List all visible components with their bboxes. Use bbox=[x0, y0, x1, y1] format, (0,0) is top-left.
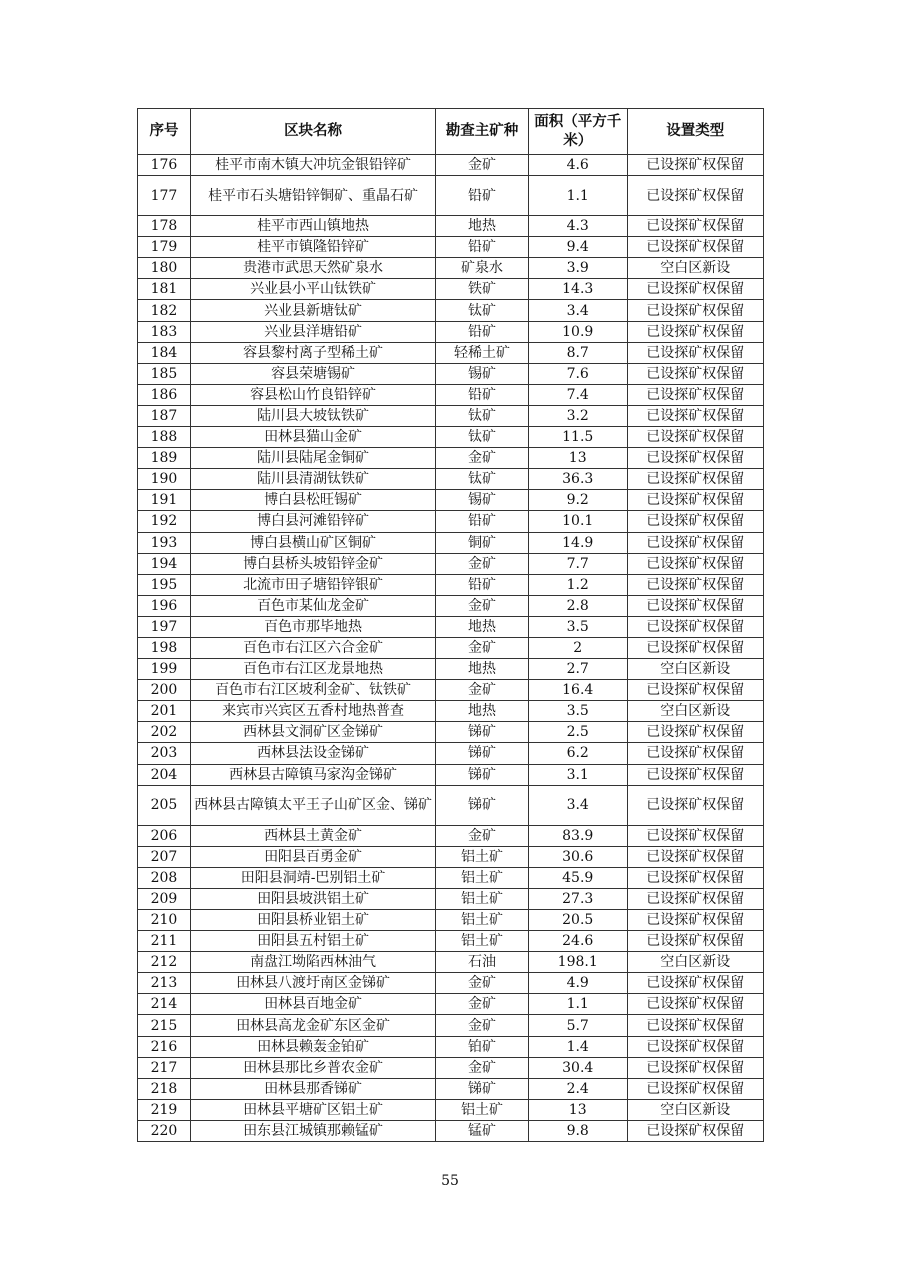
cell-no: 203 bbox=[138, 743, 191, 764]
cell-area: 3.1 bbox=[528, 764, 627, 785]
cell-type: 已设探矿权保留 bbox=[627, 1078, 763, 1099]
cell-mineral: 铝土矿 bbox=[436, 846, 529, 867]
cell-no: 219 bbox=[138, 1099, 191, 1120]
cell-name: 田林县猫山金矿 bbox=[190, 427, 435, 448]
cell-type: 已设探矿权保留 bbox=[627, 155, 763, 176]
cell-name: 博白县河滩铅锌矿 bbox=[190, 511, 435, 532]
cell-type: 已设探矿权保留 bbox=[627, 743, 763, 764]
cell-mineral: 锡矿 bbox=[436, 363, 529, 384]
table-row bbox=[138, 994, 764, 1015]
cell-mineral: 钛矿 bbox=[436, 300, 529, 321]
cell-type: 已设探矿权保留 bbox=[627, 1036, 763, 1057]
cell-name: 田林县八渡圩南区金锑矿 bbox=[190, 973, 435, 994]
cell-type: 已设探矿权保留 bbox=[627, 405, 763, 426]
cell-name: 博白县桥头坡铅锌金矿 bbox=[190, 553, 435, 574]
cell-type: 已设探矿权保留 bbox=[627, 680, 763, 701]
cell-mineral: 金矿 bbox=[436, 973, 529, 994]
cell-area: 3.2 bbox=[528, 405, 627, 426]
header-no: 序号 bbox=[138, 109, 191, 155]
header-area: 面积（平方千米） bbox=[528, 109, 627, 155]
cell-name: 田林县高龙金矿东区金矿 bbox=[190, 1015, 435, 1036]
mining-block-table bbox=[137, 108, 764, 1142]
cell-mineral: 锑矿 bbox=[436, 1078, 529, 1099]
cell-mineral: 地热 bbox=[436, 616, 529, 637]
cell-no: 209 bbox=[138, 888, 191, 909]
cell-mineral: 金矿 bbox=[436, 155, 529, 176]
cell-area: 10.9 bbox=[528, 321, 627, 342]
cell-no: 177 bbox=[138, 176, 191, 216]
cell-type: 空白区新设 bbox=[627, 659, 763, 680]
cell-mineral: 地热 bbox=[436, 659, 529, 680]
cell-type: 空白区新设 bbox=[627, 952, 763, 973]
cell-type: 空白区新设 bbox=[627, 258, 763, 279]
cell-type: 已设探矿权保留 bbox=[627, 764, 763, 785]
cell-no: 217 bbox=[138, 1057, 191, 1078]
cell-name: 陆川县陆尾金铜矿 bbox=[190, 448, 435, 469]
cell-type: 已设探矿权保留 bbox=[627, 1057, 763, 1078]
cell-no: 216 bbox=[138, 1036, 191, 1057]
cell-type: 已设探矿权保留 bbox=[627, 637, 763, 658]
cell-type: 已设探矿权保留 bbox=[627, 300, 763, 321]
cell-type: 已设探矿权保留 bbox=[627, 469, 763, 490]
cell-name: 桂平市石头塘铅锌铜矿、重晶石矿 bbox=[190, 176, 435, 216]
cell-area: 2.7 bbox=[528, 659, 627, 680]
cell-mineral: 铅矿 bbox=[436, 511, 529, 532]
cell-area: 3.9 bbox=[528, 258, 627, 279]
cell-type: 已设探矿权保留 bbox=[627, 176, 763, 216]
table-header-row bbox=[138, 109, 764, 155]
cell-mineral: 矿泉水 bbox=[436, 258, 529, 279]
cell-no: 212 bbox=[138, 952, 191, 973]
cell-type: 已设探矿权保留 bbox=[627, 342, 763, 363]
cell-name: 兴业县洋塘铅矿 bbox=[190, 321, 435, 342]
table-row bbox=[138, 405, 764, 426]
table-row bbox=[138, 637, 764, 658]
cell-no: 196 bbox=[138, 595, 191, 616]
cell-no: 182 bbox=[138, 300, 191, 321]
cell-area: 1.2 bbox=[528, 574, 627, 595]
cell-mineral: 金矿 bbox=[436, 553, 529, 574]
cell-type: 已设探矿权保留 bbox=[627, 321, 763, 342]
table-row bbox=[138, 574, 764, 595]
cell-no: 211 bbox=[138, 931, 191, 952]
cell-no: 190 bbox=[138, 469, 191, 490]
cell-area: 198.1 bbox=[528, 952, 627, 973]
cell-no: 181 bbox=[138, 279, 191, 300]
cell-area: 1.1 bbox=[528, 176, 627, 216]
cell-type: 已设探矿权保留 bbox=[627, 931, 763, 952]
cell-no: 202 bbox=[138, 722, 191, 743]
cell-area: 20.5 bbox=[528, 910, 627, 931]
cell-mineral: 地热 bbox=[436, 216, 529, 237]
table-row bbox=[138, 384, 764, 405]
cell-no: 206 bbox=[138, 825, 191, 846]
cell-no: 188 bbox=[138, 427, 191, 448]
cell-mineral: 钛矿 bbox=[436, 405, 529, 426]
cell-type: 已设探矿权保留 bbox=[627, 973, 763, 994]
cell-type: 已设探矿权保留 bbox=[627, 532, 763, 553]
cell-name: 田阳县五村铝土矿 bbox=[190, 931, 435, 952]
table-row bbox=[138, 1120, 764, 1141]
cell-area: 45.9 bbox=[528, 867, 627, 888]
header-type: 设置类型 bbox=[627, 109, 763, 155]
table-row bbox=[138, 931, 764, 952]
cell-no: 194 bbox=[138, 553, 191, 574]
cell-no: 214 bbox=[138, 994, 191, 1015]
cell-area: 9.4 bbox=[528, 237, 627, 258]
table-row bbox=[138, 1078, 764, 1099]
cell-no: 199 bbox=[138, 659, 191, 680]
table-row bbox=[138, 258, 764, 279]
cell-area: 2.8 bbox=[528, 595, 627, 616]
cell-no: 215 bbox=[138, 1015, 191, 1036]
cell-area: 7.7 bbox=[528, 553, 627, 574]
table-row bbox=[138, 846, 764, 867]
cell-mineral: 铝土矿 bbox=[436, 1099, 529, 1120]
cell-no: 180 bbox=[138, 258, 191, 279]
cell-area: 27.3 bbox=[528, 888, 627, 909]
cell-type: 已设探矿权保留 bbox=[627, 279, 763, 300]
cell-type: 已设探矿权保留 bbox=[627, 427, 763, 448]
cell-name: 百色市那毕地热 bbox=[190, 616, 435, 637]
cell-mineral: 金矿 bbox=[436, 680, 529, 701]
cell-mineral: 金矿 bbox=[436, 637, 529, 658]
table-row bbox=[138, 511, 764, 532]
cell-type: 已设探矿权保留 bbox=[627, 384, 763, 405]
cell-no: 208 bbox=[138, 867, 191, 888]
cell-area: 3.4 bbox=[528, 300, 627, 321]
cell-name: 百色市右江区坡利金矿、钛铁矿 bbox=[190, 680, 435, 701]
cell-type: 已设探矿权保留 bbox=[627, 722, 763, 743]
cell-mineral: 锑矿 bbox=[436, 764, 529, 785]
cell-area: 7.6 bbox=[528, 363, 627, 384]
cell-mineral: 铂矿 bbox=[436, 1036, 529, 1057]
cell-mineral: 铝土矿 bbox=[436, 867, 529, 888]
cell-no: 183 bbox=[138, 321, 191, 342]
cell-no: 189 bbox=[138, 448, 191, 469]
cell-type: 已设探矿权保留 bbox=[627, 363, 763, 384]
cell-area: 1.4 bbox=[528, 1036, 627, 1057]
cell-no: 213 bbox=[138, 973, 191, 994]
cell-mineral: 铝土矿 bbox=[436, 888, 529, 909]
cell-area: 4.3 bbox=[528, 216, 627, 237]
cell-type: 已设探矿权保留 bbox=[627, 490, 763, 511]
cell-type: 已设探矿权保留 bbox=[627, 785, 763, 825]
cell-name: 兴业县新塘钛矿 bbox=[190, 300, 435, 321]
cell-no: 193 bbox=[138, 532, 191, 553]
cell-name: 博白县横山矿区铜矿 bbox=[190, 532, 435, 553]
table-row bbox=[138, 616, 764, 637]
cell-type: 已设探矿权保留 bbox=[627, 216, 763, 237]
cell-area: 9.8 bbox=[528, 1120, 627, 1141]
cell-name: 田阳县百勇金矿 bbox=[190, 846, 435, 867]
cell-area: 7.4 bbox=[528, 384, 627, 405]
page-number: 55 bbox=[441, 1173, 459, 1189]
header-mineral: 勘查主矿种 bbox=[436, 109, 529, 155]
cell-name: 田林县那比乡普农金矿 bbox=[190, 1057, 435, 1078]
cell-name: 百色市右江区六合金矿 bbox=[190, 637, 435, 658]
cell-no: 185 bbox=[138, 363, 191, 384]
cell-name: 西林县古障镇太平王子山矿区金、锑矿 bbox=[190, 785, 435, 825]
cell-area: 30.4 bbox=[528, 1057, 627, 1078]
cell-area: 24.6 bbox=[528, 931, 627, 952]
cell-no: 201 bbox=[138, 701, 191, 722]
table-row bbox=[138, 342, 764, 363]
cell-type: 已设探矿权保留 bbox=[627, 448, 763, 469]
cell-mineral: 铅矿 bbox=[436, 574, 529, 595]
table-row bbox=[138, 532, 764, 553]
table-row bbox=[138, 764, 764, 785]
cell-name: 容县松山竹良铅锌矿 bbox=[190, 384, 435, 405]
table-row bbox=[138, 1057, 764, 1078]
cell-mineral: 锑矿 bbox=[436, 785, 529, 825]
cell-area: 3.5 bbox=[528, 701, 627, 722]
cell-mineral: 锑矿 bbox=[436, 722, 529, 743]
cell-area: 2 bbox=[528, 637, 627, 658]
cell-mineral: 铝土矿 bbox=[436, 931, 529, 952]
cell-name: 田林县平塘矿区铝土矿 bbox=[190, 1099, 435, 1120]
cell-no: 195 bbox=[138, 574, 191, 595]
cell-no: 220 bbox=[138, 1120, 191, 1141]
table-row bbox=[138, 363, 764, 384]
cell-mineral: 金矿 bbox=[436, 1057, 529, 1078]
table-row bbox=[138, 448, 764, 469]
cell-area: 3.4 bbox=[528, 785, 627, 825]
cell-no: 210 bbox=[138, 910, 191, 931]
cell-type: 已设探矿权保留 bbox=[627, 867, 763, 888]
cell-mineral: 金矿 bbox=[436, 1015, 529, 1036]
cell-name: 陆川县清湖钛铁矿 bbox=[190, 469, 435, 490]
cell-name: 西林县法设金锑矿 bbox=[190, 743, 435, 764]
table-row bbox=[138, 722, 764, 743]
cell-area: 36.3 bbox=[528, 469, 627, 490]
cell-mineral: 铝土矿 bbox=[436, 910, 529, 931]
cell-type: 已设探矿权保留 bbox=[627, 1015, 763, 1036]
cell-mineral: 铅矿 bbox=[436, 237, 529, 258]
cell-type: 已设探矿权保留 bbox=[627, 910, 763, 931]
table-row bbox=[138, 910, 764, 931]
cell-area: 8.7 bbox=[528, 342, 627, 363]
cell-mineral: 铅矿 bbox=[436, 384, 529, 405]
cell-mineral: 金矿 bbox=[436, 448, 529, 469]
cell-type: 已设探矿权保留 bbox=[627, 1120, 763, 1141]
cell-type: 已设探矿权保留 bbox=[627, 511, 763, 532]
cell-name: 西林县文洞矿区金锑矿 bbox=[190, 722, 435, 743]
table-row bbox=[138, 785, 764, 825]
cell-mineral: 铅矿 bbox=[436, 321, 529, 342]
header-name: 区块名称 bbox=[190, 109, 435, 155]
cell-name: 来宾市兴宾区五香村地热普查 bbox=[190, 701, 435, 722]
cell-name: 兴业县小平山钛铁矿 bbox=[190, 279, 435, 300]
cell-mineral: 轻稀土矿 bbox=[436, 342, 529, 363]
cell-name: 贵港市武思天然矿泉水 bbox=[190, 258, 435, 279]
cell-area: 2.4 bbox=[528, 1078, 627, 1099]
cell-name: 百色市右江区龙景地热 bbox=[190, 659, 435, 680]
table-row bbox=[138, 279, 764, 300]
table-row bbox=[138, 867, 764, 888]
cell-mineral: 铁矿 bbox=[436, 279, 529, 300]
table-row bbox=[138, 888, 764, 909]
cell-no: 207 bbox=[138, 846, 191, 867]
cell-area: 13 bbox=[528, 1099, 627, 1120]
cell-area: 14.9 bbox=[528, 532, 627, 553]
cell-name: 桂平市南木镇大冲坑金银铅锌矿 bbox=[190, 155, 435, 176]
table-row bbox=[138, 743, 764, 764]
table-row bbox=[138, 595, 764, 616]
cell-no: 197 bbox=[138, 616, 191, 637]
cell-mineral: 锡矿 bbox=[436, 490, 529, 511]
cell-no: 191 bbox=[138, 490, 191, 511]
cell-name: 北流市田子塘铅锌银矿 bbox=[190, 574, 435, 595]
cell-no: 204 bbox=[138, 764, 191, 785]
cell-name: 田林县赖轰金铂矿 bbox=[190, 1036, 435, 1057]
cell-area: 11.5 bbox=[528, 427, 627, 448]
cell-mineral: 铜矿 bbox=[436, 532, 529, 553]
cell-area: 83.9 bbox=[528, 825, 627, 846]
cell-type: 已设探矿权保留 bbox=[627, 616, 763, 637]
cell-mineral: 锰矿 bbox=[436, 1120, 529, 1141]
cell-no: 198 bbox=[138, 637, 191, 658]
cell-area: 3.5 bbox=[528, 616, 627, 637]
cell-name: 田东县江城镇那赖锰矿 bbox=[190, 1120, 435, 1141]
table-row bbox=[138, 659, 764, 680]
cell-no: 192 bbox=[138, 511, 191, 532]
cell-name: 西林县古障镇马家沟金锑矿 bbox=[190, 764, 435, 785]
cell-name: 桂平市镇隆铅锌矿 bbox=[190, 237, 435, 258]
cell-no: 187 bbox=[138, 405, 191, 426]
table-row bbox=[138, 216, 764, 237]
cell-mineral: 铅矿 bbox=[436, 176, 529, 216]
cell-type: 空白区新设 bbox=[627, 701, 763, 722]
cell-name: 田阳县洞靖-巴别铝土矿 bbox=[190, 867, 435, 888]
cell-type: 已设探矿权保留 bbox=[627, 595, 763, 616]
cell-area: 10.1 bbox=[528, 511, 627, 532]
cell-no: 178 bbox=[138, 216, 191, 237]
table-row bbox=[138, 701, 764, 722]
table-row bbox=[138, 321, 764, 342]
cell-name: 田林县那香锑矿 bbox=[190, 1078, 435, 1099]
cell-type: 已设探矿权保留 bbox=[627, 574, 763, 595]
table-row bbox=[138, 237, 764, 258]
cell-area: 16.4 bbox=[528, 680, 627, 701]
cell-no: 218 bbox=[138, 1078, 191, 1099]
table-row bbox=[138, 490, 764, 511]
cell-name: 百色市某仙龙金矿 bbox=[190, 595, 435, 616]
cell-mineral: 金矿 bbox=[436, 595, 529, 616]
cell-area: 5.7 bbox=[528, 1015, 627, 1036]
table-body bbox=[138, 155, 764, 1142]
cell-name: 容县荣塘锡矿 bbox=[190, 363, 435, 384]
table-row bbox=[138, 1099, 764, 1120]
table-row bbox=[138, 973, 764, 994]
cell-type: 已设探矿权保留 bbox=[627, 237, 763, 258]
cell-area: 14.3 bbox=[528, 279, 627, 300]
table-row bbox=[138, 825, 764, 846]
cell-name: 容县黎村离子型稀土矿 bbox=[190, 342, 435, 363]
cell-area: 6.2 bbox=[528, 743, 627, 764]
table-row bbox=[138, 155, 764, 176]
cell-no: 179 bbox=[138, 237, 191, 258]
table-row bbox=[138, 553, 764, 574]
cell-mineral: 地热 bbox=[436, 701, 529, 722]
cell-name: 田林县百地金矿 bbox=[190, 994, 435, 1015]
cell-type: 已设探矿权保留 bbox=[627, 553, 763, 574]
table-row bbox=[138, 952, 764, 973]
cell-no: 176 bbox=[138, 155, 191, 176]
cell-area: 9.2 bbox=[528, 490, 627, 511]
cell-type: 已设探矿权保留 bbox=[627, 846, 763, 867]
table-row bbox=[138, 427, 764, 448]
cell-area: 30.6 bbox=[528, 846, 627, 867]
cell-area: 4.9 bbox=[528, 973, 627, 994]
cell-name: 陆川县大坡钛铁矿 bbox=[190, 405, 435, 426]
cell-name: 西林县土黄金矿 bbox=[190, 825, 435, 846]
cell-area: 1.1 bbox=[528, 994, 627, 1015]
cell-area: 13 bbox=[528, 448, 627, 469]
cell-mineral: 钛矿 bbox=[436, 469, 529, 490]
cell-no: 205 bbox=[138, 785, 191, 825]
table-row bbox=[138, 1036, 764, 1057]
cell-type: 已设探矿权保留 bbox=[627, 888, 763, 909]
cell-name: 博白县松旺锡矿 bbox=[190, 490, 435, 511]
table-row bbox=[138, 469, 764, 490]
table-row bbox=[138, 300, 764, 321]
cell-name: 田阳县坡洪铝土矿 bbox=[190, 888, 435, 909]
cell-type: 空白区新设 bbox=[627, 1099, 763, 1120]
cell-type: 已设探矿权保留 bbox=[627, 825, 763, 846]
cell-no: 184 bbox=[138, 342, 191, 363]
cell-name: 南盘江坳陷西林油气 bbox=[190, 952, 435, 973]
cell-name: 桂平市西山镇地热 bbox=[190, 216, 435, 237]
cell-mineral: 金矿 bbox=[436, 994, 529, 1015]
cell-name: 田阳县桥业铝土矿 bbox=[190, 910, 435, 931]
table-row bbox=[138, 680, 764, 701]
cell-mineral: 锑矿 bbox=[436, 743, 529, 764]
cell-mineral: 金矿 bbox=[436, 825, 529, 846]
cell-mineral: 钛矿 bbox=[436, 427, 529, 448]
cell-no: 200 bbox=[138, 680, 191, 701]
table-row bbox=[138, 1015, 764, 1036]
cell-no: 186 bbox=[138, 384, 191, 405]
cell-area: 4.6 bbox=[528, 155, 627, 176]
cell-mineral: 石油 bbox=[436, 952, 529, 973]
cell-area: 2.5 bbox=[528, 722, 627, 743]
table-row bbox=[138, 176, 764, 216]
cell-type: 已设探矿权保留 bbox=[627, 994, 763, 1015]
